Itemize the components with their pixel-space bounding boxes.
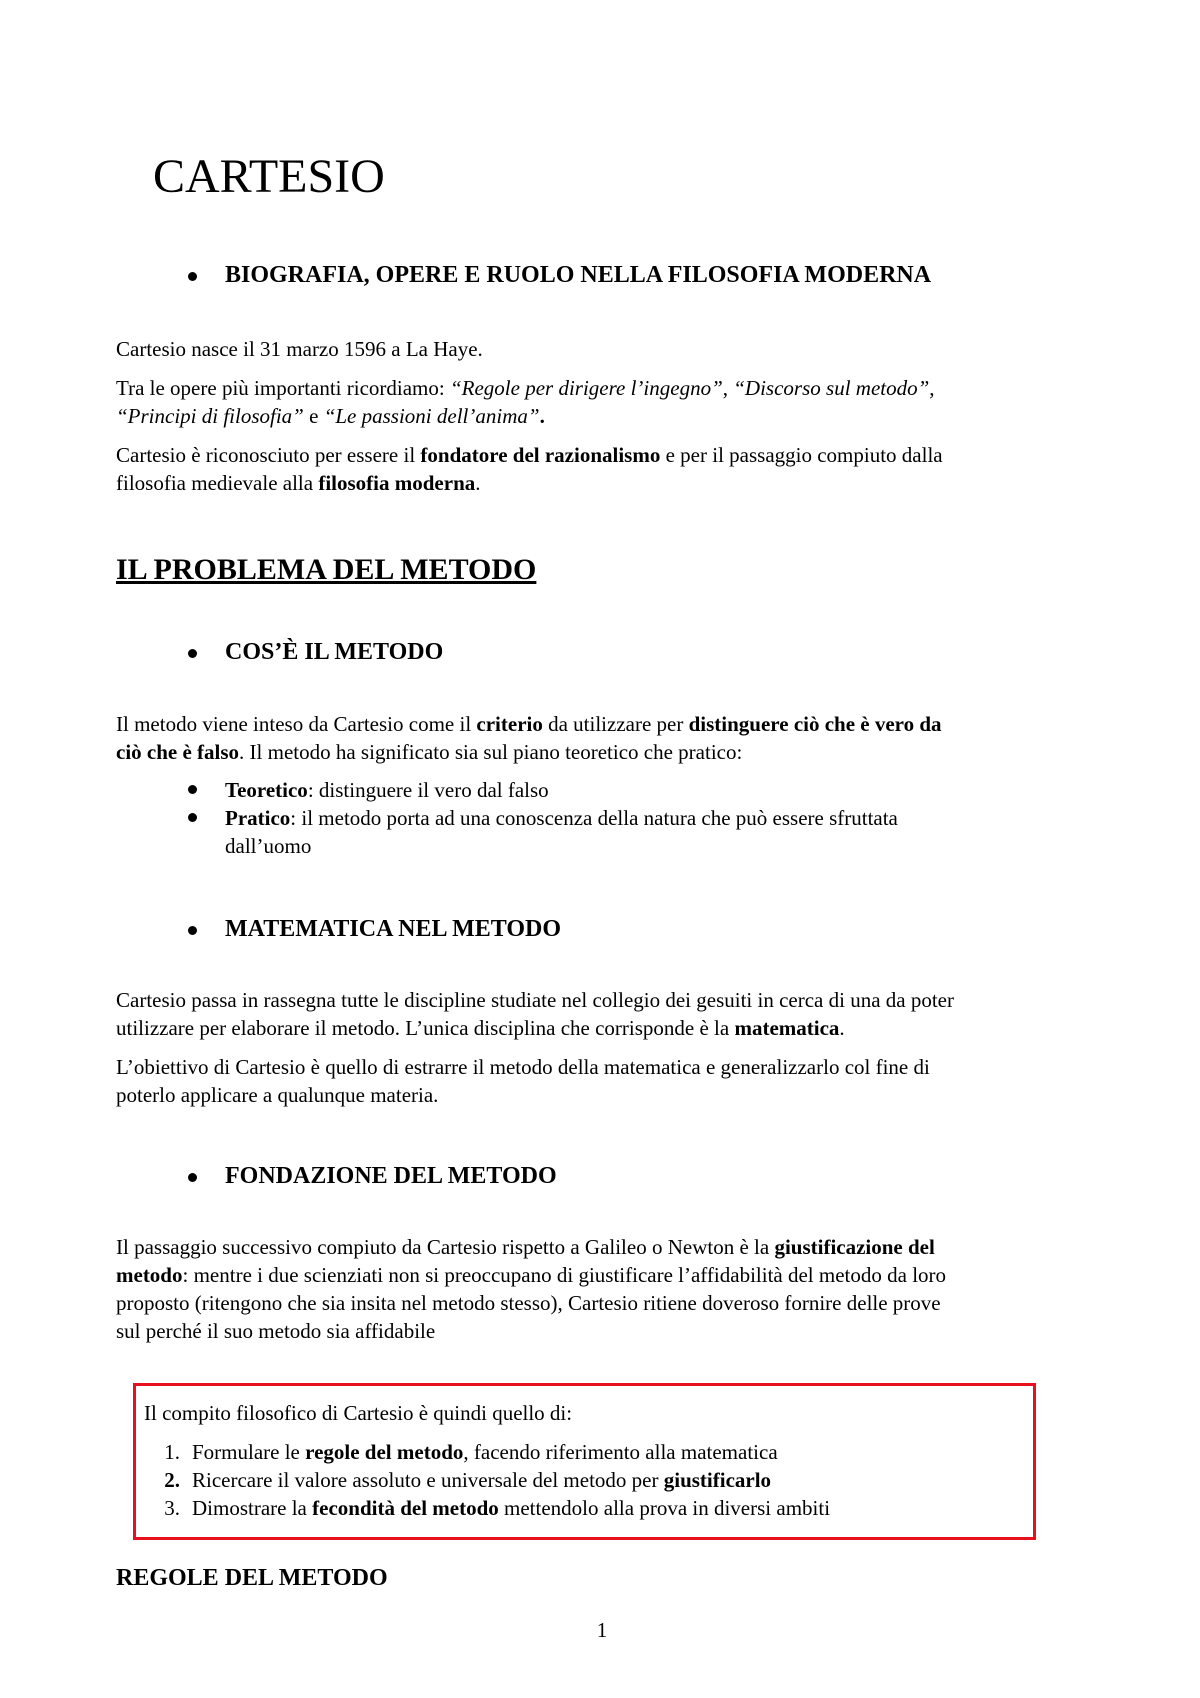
paragraph-math-2 xyxy=(116,1014,845,1042)
text-run: . xyxy=(475,471,481,495)
subsection-heading-fondazione: FONDAZIONE DEL METODO xyxy=(225,1163,557,1189)
box-item-3 xyxy=(136,1494,830,1522)
bullet-dot xyxy=(188,926,197,935)
box-item-1 xyxy=(136,1438,778,1466)
bold-term: matematica xyxy=(734,1016,840,1040)
work-title: “Discorso sul metodo” xyxy=(733,376,930,400)
paragraph-birth: Cartesio nasce il 31 marzo 1596 a La Haye. xyxy=(116,337,483,361)
text-run: da utilizzare per xyxy=(542,712,689,736)
bold-term: fondatore del razionalismo xyxy=(420,443,661,467)
highlight-box xyxy=(133,1383,1036,1540)
list-item-teoretico xyxy=(225,776,549,804)
paragraph-works xyxy=(116,374,1096,402)
bullet-dot xyxy=(188,785,197,794)
text-run: , xyxy=(929,376,935,400)
list-number: 1. xyxy=(164,1440,180,1464)
list-number: 2. xyxy=(164,1468,180,1492)
box-intro: Il compito filosofico di Cartesio è quindi quello di: xyxy=(144,1401,573,1425)
text-run: Cartesio è riconosciuto per essere il xyxy=(116,443,421,467)
text-run: , facendo riferimento alla matematica xyxy=(463,1440,778,1464)
text-run: mettendolo alla prova in diversi ambiti xyxy=(498,1496,831,1520)
section-heading-biografia: BIOGRAFIA, OPERE E RUOLO NELLA FILOSOFIA MODERNA xyxy=(225,262,932,288)
box-item-2 xyxy=(136,1466,771,1494)
section-heading-regole: REGOLE DEL METODO xyxy=(116,1565,388,1591)
section-heading-problema: IL PROBLEMA DEL METODO xyxy=(116,553,537,586)
bullet-dot xyxy=(188,1173,197,1182)
bold-term: ciò che è falso xyxy=(116,740,240,764)
paragraph-method-def-cont xyxy=(116,738,742,766)
paragraph-math-1: Cartesio passa in rassegna tutte le discipline studiate nel collegio dei gesuiti in cerca di una da poter xyxy=(116,988,954,1012)
subsection-heading-cose: COS’È IL METODO xyxy=(225,639,444,665)
text-run: e xyxy=(303,404,324,428)
bold-term: metodo xyxy=(116,1263,183,1287)
bold-term: criterio xyxy=(476,712,543,736)
text-run: utilizzare per elaborare il metodo. L’unica disciplina che corrisponde è la xyxy=(116,1016,735,1040)
paragraph-method-def xyxy=(116,710,942,738)
bullet-dot xyxy=(188,813,197,822)
text-run: Tra le opere più importanti ricordiamo: xyxy=(116,376,450,400)
bold-term: fecondità del metodo xyxy=(312,1496,499,1520)
text-run: Formulare le xyxy=(192,1440,306,1464)
paragraph-math-3: L’obiettivo di Cartesio è quello di estrarre il metodo della matematica e generalizzarlo col fine di xyxy=(116,1055,930,1079)
text-run: : distinguere il vero dal falso xyxy=(307,778,549,802)
text-run: : il metodo porta ad una conoscenza della natura che può essere sfruttata xyxy=(290,806,898,830)
list-number: 3. xyxy=(164,1496,180,1520)
text-run: Il passaggio successivo compiuto da Cartesio rispetto a Galileo o Newton è la xyxy=(116,1235,775,1259)
text-run: Ricercare il valore assoluto e universale del metodo per xyxy=(192,1468,664,1492)
bullet-dot xyxy=(188,272,197,281)
text-run: . xyxy=(539,404,545,428)
text-run: . xyxy=(839,1016,845,1040)
bullet-dot xyxy=(188,649,197,658)
bold-term: giustificazione del xyxy=(774,1235,935,1259)
bold-term: Teoretico xyxy=(225,778,308,802)
paragraph-role xyxy=(116,441,943,469)
page-number: 1 xyxy=(596,1618,608,1642)
work-title: “Le passioni dell’anima” xyxy=(323,404,540,428)
paragraph-found-3: proposto (ritengono che sia insita nel metodo stesso), Cartesio ritiene doveroso fornire delle prove xyxy=(116,1291,941,1315)
document-title: CARTESIO xyxy=(153,150,385,203)
work-title: “Regole per dirigere l’ingegno” xyxy=(449,376,723,400)
list-item-pratico-cont: dall’uomo xyxy=(225,834,312,858)
subsection-heading-matematica: MATEMATICA NEL METODO xyxy=(225,916,562,942)
bold-term: Pratico xyxy=(225,806,291,830)
text-run: e per il passaggio compiuto dalla xyxy=(660,443,943,467)
text-run: Dimostrare la xyxy=(192,1496,313,1520)
paragraph-works-cont xyxy=(116,402,545,430)
bold-term: giustificarlo xyxy=(663,1468,772,1492)
paragraph-math-4: poterlo applicare a qualunque materia. xyxy=(116,1083,439,1107)
paragraph-found-1 xyxy=(116,1233,935,1261)
bold-term: regole del metodo xyxy=(305,1440,464,1464)
paragraph-found-2 xyxy=(116,1261,946,1289)
text-run: , xyxy=(722,376,734,400)
paragraph-role-cont xyxy=(116,469,481,497)
work-title: “Principi di filosofia” xyxy=(116,404,304,428)
text-run: Il metodo viene inteso da Cartesio come il xyxy=(116,712,477,736)
text-run: . Il metodo ha significato sia sul piano teoretico che pratico: xyxy=(239,740,743,764)
paragraph-found-4: sul perché il suo metodo sia affidabile xyxy=(116,1319,436,1343)
text-run: : mentre i due scienziati non si preoccupano di giustificare l’affidabilità del metodo da loro xyxy=(182,1263,947,1287)
list-item-pratico xyxy=(225,804,898,832)
bold-term: filosofia moderna xyxy=(318,471,476,495)
text-run: filosofia medievale alla xyxy=(116,471,319,495)
bold-term: distinguere ciò che è vero da xyxy=(688,712,942,736)
